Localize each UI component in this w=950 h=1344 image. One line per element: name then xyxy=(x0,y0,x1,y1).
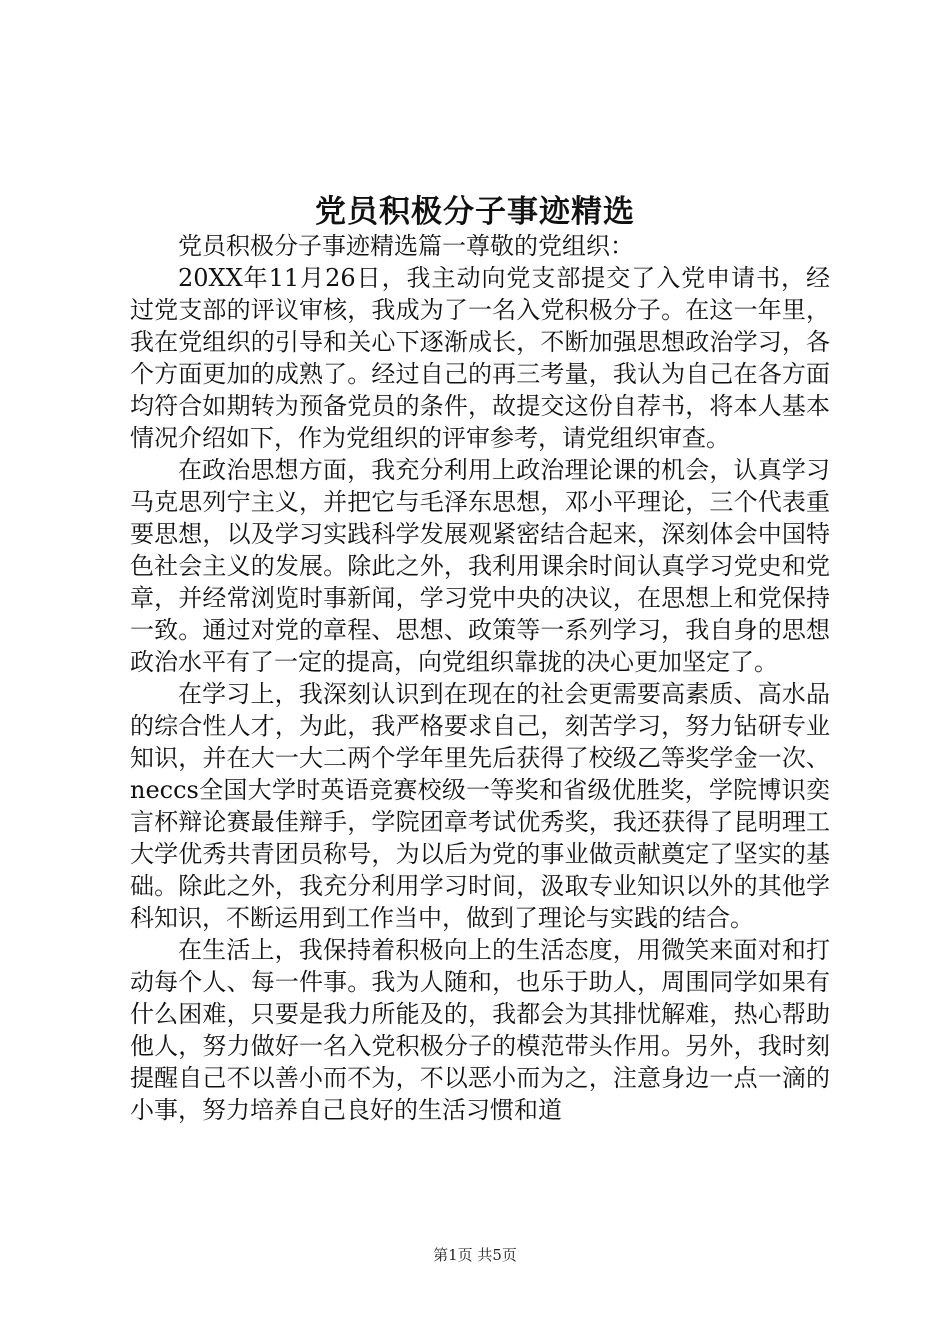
paragraph-study: 在学习上，我深刻认识到在现在的社会更需要高素质、高水品的综合性人才，为此，我严格要求自己，刻苦学习，努力钻研专业知识，并在大一大二两个学年里先后获得了校级乙等奖学金一次、neccs全国大学时英语竞赛校级一等奖和省级优胜奖，学院博识奕言杯辩论赛最佳辩手，学院团章考试优秀奖，我还获得了昆明理工大学优秀共青团员称号，为以后为党的事业做贡献奠定了坚实的基础。除此之外，我充分利用学习时间，汲取专业知识以外的其他学科知识，不断运用到工作当中，做到了理论与实践的结合。 xyxy=(130,680,830,932)
document-title: 党员积极分子事迹精选 xyxy=(315,194,635,230)
document-body xyxy=(130,230,830,1126)
paragraph-greeting: 党员积极分子事迹精选篇一尊敬的党组织： xyxy=(178,232,634,260)
paragraph-intro: 20XX年11月26日，我主动向党支部提交了入党申请书，经过党支部的评议审核，我成为了一名入党积极分子。在这一年里，我在党组织的引导和关心下逐渐成长，不断加强思想政治学习，各个方面更加的成熟了。经过自己的再三考量，我认为自己在各方面均符合如期转为预备党员的条件，故提交这份自荐书，将本人基本情况介绍如下，作为党组织的评审参考，请党组织审查。 xyxy=(130,264,830,452)
paragraph-life: 在生活上，我保持着积极向上的生活态度，用微笑来面对和打动每个人、每一件事。我为人随和，也乐于助人，周围同学如果有什么困难，只要是我力所能及的，我都会为其排忧解难，热心帮助他人，努力做好一名入党积极分子的模范带头作用。另外，我时刻提醒自己不以善小而不为，不以恶小而为之，注意身边一点一滴的小事，努力培养自己良好的生活习惯和道 xyxy=(130,936,830,1124)
paragraph-politics: 在政治思想方面，我充分利用上政治理论课的机会，认真学习马克思列宁主义，并把它与毛泽东思想，邓小平理论，三个代表重要思想，以及学习实践科学发展观紧密结合起来，深刻体会中国特色社会主义的发展。除此之外，我利用课余时间认真学习党史和党章，并经常浏览时事新闻，学习党中央的决议，在思想上和党保持一致。通过对党的章程、思想、政策等一系列学习，我自身的思想政治水平有了一定的提高，向党组织靠拢的决心更加坚定了。 xyxy=(130,456,830,676)
page-number: 第1页 共5页 xyxy=(433,1246,517,1264)
